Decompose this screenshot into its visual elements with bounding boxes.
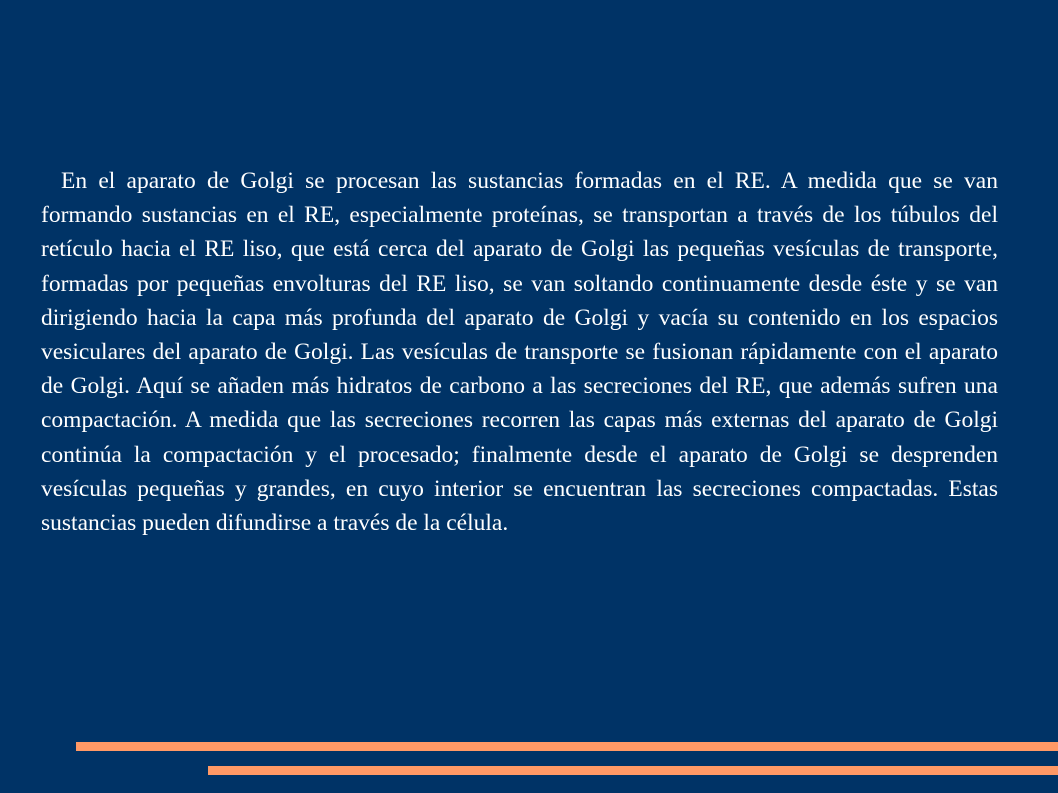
decorative-stripe-top (76, 742, 1058, 751)
decorative-stripe-bottom (208, 766, 1058, 775)
slide-body-text: En el aparato de Golgi se procesan las sustancias formadas en el RE. A medida que se van formando sustancias en el RE, especialmente proteínas, se transportan a través de los túbulos del retículo hacia el RE liso, que está cerca del aparato de Golgi las pequeñas vesículas de transporte, formadas por pequeñas envolturas del RE liso, se van soltando continuamente desde éste y se van dirigiendo hacia la capa más profunda del aparato de Golgi y vacía su contenido en los espacios vesiculares del aparato de Golgi. Las vesículas de transporte se fusionan rápidamente con el aparato de Golgi. Aquí se añaden más hidratos de carbono a las secreciones del RE, que además sufren una compactación. A medida que las secreciones recorren las capas más externas del aparato de Golgi continúa la compactación y el procesado; finalmente desde el aparato de Golgi se desprenden vesículas pequeñas y grandes, en cuyo interior se encuentran las secreciones compactadas. Estas sustancias pueden difundirse a través de la célula. (41, 168, 998, 537)
